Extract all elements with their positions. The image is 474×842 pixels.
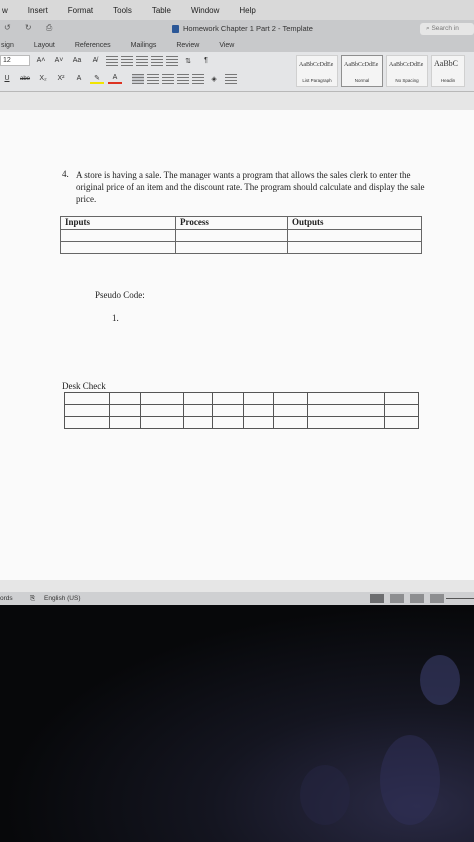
strikethrough-button[interactable]: abe (20, 75, 31, 82)
style-name: Normal (354, 78, 370, 83)
document-area (0, 92, 474, 592)
status-bar (0, 592, 474, 605)
table-header-process: Process (176, 217, 288, 230)
table-cell[interactable] (244, 405, 274, 417)
tab-mailings[interactable]: Mailings (130, 41, 157, 49)
numbering-icon[interactable] (121, 56, 133, 66)
table-cell[interactable] (288, 242, 422, 254)
question-number: 4. (62, 169, 69, 179)
style-no-spacing[interactable] (386, 55, 428, 87)
table-cell[interactable] (308, 405, 385, 417)
view-buttons (370, 594, 444, 603)
ribbon-tabs (0, 38, 474, 52)
table-cell[interactable] (213, 405, 244, 417)
table-row (61, 217, 422, 230)
menu-help[interactable]: Help (239, 5, 256, 15)
table-cell[interactable] (65, 417, 110, 429)
document-title (172, 24, 313, 33)
table-cell[interactable] (385, 393, 419, 405)
table-cell[interactable] (141, 393, 184, 405)
ribbon (0, 52, 474, 92)
table-cell[interactable] (184, 393, 213, 405)
language-status[interactable]: English (US) (44, 595, 81, 602)
document-title-text: Homework Chapter 1 Part 2 - Template (183, 24, 313, 33)
style-name: Headin (440, 78, 456, 83)
shading-icon[interactable]: ◈ (211, 75, 217, 83)
style-name: No Spacing (395, 78, 419, 83)
table-cell[interactable] (385, 405, 419, 417)
desk-background (0, 605, 474, 842)
question-text: A store is having a sale. The manager wants a program that allows the sales clerk to enter the original price of an item and the discount rate. The program should calculate and display the sale price. (76, 170, 425, 204)
table-cell[interactable] (213, 417, 244, 429)
multilevel-list-icon[interactable] (136, 56, 148, 66)
tab-design[interactable]: sign (1, 41, 14, 49)
bullets-icon[interactable] (106, 56, 118, 66)
align-left-icon[interactable] (132, 74, 144, 84)
table-cell[interactable] (61, 242, 176, 254)
subscript-button[interactable]: X₂ (39, 75, 47, 82)
borders-icon[interactable] (225, 74, 237, 84)
pseudo-code-item: 1. (112, 313, 119, 323)
highlight-icon[interactable]: ✎ (90, 73, 104, 84)
quick-access-toolbar[interactable]: ↺ ↻ ⎙ (4, 23, 59, 32)
menu-bar (0, 0, 474, 20)
table-cell[interactable] (141, 417, 184, 429)
background-object (420, 655, 460, 705)
style-normal[interactable] (341, 55, 383, 87)
outline-icon[interactable] (410, 594, 424, 603)
style-sample: AaBbCcDdEe (344, 62, 379, 68)
line-spacing-icon[interactable] (192, 74, 204, 84)
justify-icon[interactable] (177, 74, 189, 84)
tab-review[interactable]: Review (176, 41, 200, 49)
pseudo-code-label: Pseudo Code: (95, 290, 145, 300)
decrease-indent-icon[interactable] (151, 56, 163, 66)
change-case-button[interactable]: Aa (72, 57, 82, 64)
font-color-button[interactable]: A (108, 73, 122, 84)
ipo-table[interactable] (60, 216, 422, 254)
text-effects-button[interactable]: A (76, 75, 82, 82)
table-cell[interactable] (288, 230, 422, 242)
table-cell[interactable] (184, 405, 213, 417)
desk-check-table[interactable] (64, 392, 419, 429)
tab-view[interactable]: View (219, 41, 235, 49)
background-object (300, 765, 350, 825)
table-cell[interactable] (385, 417, 419, 429)
tab-references[interactable]: References (74, 41, 111, 49)
desk-check-label: Desk Check (62, 381, 106, 391)
table-row (65, 393, 419, 405)
align-right-icon[interactable] (162, 74, 174, 84)
table-row (61, 230, 422, 242)
table-cell[interactable] (176, 230, 288, 242)
table-cell[interactable] (61, 230, 176, 242)
style-sample: AaBbCcDdEe (389, 62, 424, 68)
align-center-icon[interactable] (147, 74, 159, 84)
styles-gallery (296, 55, 465, 87)
draft-icon[interactable] (430, 594, 444, 603)
grow-font-button[interactable]: A˄ (36, 57, 46, 64)
style-list-paragraph[interactable] (296, 55, 338, 87)
table-cell[interactable] (65, 393, 110, 405)
search-input[interactable] (420, 23, 474, 35)
table-cell[interactable] (141, 405, 184, 417)
menu-table[interactable]: Table (151, 5, 171, 15)
table-cell[interactable] (65, 405, 110, 417)
table-cell[interactable] (176, 242, 288, 254)
table-cell[interactable] (110, 417, 141, 429)
table-cell[interactable] (308, 393, 385, 405)
table-cell[interactable] (110, 393, 141, 405)
style-heading[interactable] (431, 55, 465, 87)
sort-button[interactable]: ⇅ (185, 57, 191, 65)
table-cell[interactable] (244, 417, 274, 429)
menu-format[interactable]: Format (67, 5, 94, 15)
table-cell[interactable] (110, 405, 141, 417)
menu-window[interactable]: Window (190, 5, 220, 15)
table-cell[interactable] (274, 393, 308, 405)
table-cell[interactable] (213, 393, 244, 405)
tab-layout[interactable]: Layout (33, 41, 55, 49)
table-header-outputs: Outputs (288, 217, 422, 230)
table-cell[interactable] (184, 417, 213, 429)
print-layout-icon[interactable] (370, 594, 384, 603)
clear-formatting-button[interactable]: A̸ (92, 57, 98, 64)
underline-button[interactable]: U (4, 75, 10, 82)
title-bar (0, 20, 474, 38)
table-header-inputs: Inputs (61, 217, 176, 230)
zoom-slider[interactable] (446, 598, 474, 599)
background-object (380, 735, 440, 825)
shrink-font-button[interactable]: A˅ (54, 57, 64, 64)
search-icon: ⌕ (426, 25, 430, 32)
word-doc-icon (172, 25, 179, 33)
table-row (61, 242, 422, 254)
table-cell[interactable] (274, 417, 308, 429)
menu-tools[interactable]: Tools (113, 5, 132, 15)
web-layout-icon[interactable] (390, 594, 404, 603)
document-page[interactable] (0, 110, 474, 580)
table-row (65, 405, 419, 417)
word-count[interactable]: ords (0, 595, 13, 602)
table-cell[interactable] (244, 393, 274, 405)
show-formatting-button[interactable]: ¶ (204, 57, 208, 64)
proofing-icon[interactable]: ⎘ (30, 595, 36, 602)
menu-view[interactable]: w (2, 5, 8, 15)
superscript-button[interactable]: X² (57, 75, 65, 82)
table-row (65, 417, 419, 429)
search-placeholder: Search in (431, 25, 459, 32)
table-cell[interactable] (274, 405, 308, 417)
menu-insert[interactable]: Insert (27, 5, 48, 15)
font-size-select[interactable]: 12 (0, 55, 30, 66)
increase-indent-icon[interactable] (166, 56, 178, 66)
table-cell[interactable] (308, 417, 385, 429)
style-name: List Paragraph (302, 78, 332, 83)
style-sample: AaBbC (434, 59, 458, 68)
style-sample: AaBbCcDdEe (299, 62, 334, 68)
